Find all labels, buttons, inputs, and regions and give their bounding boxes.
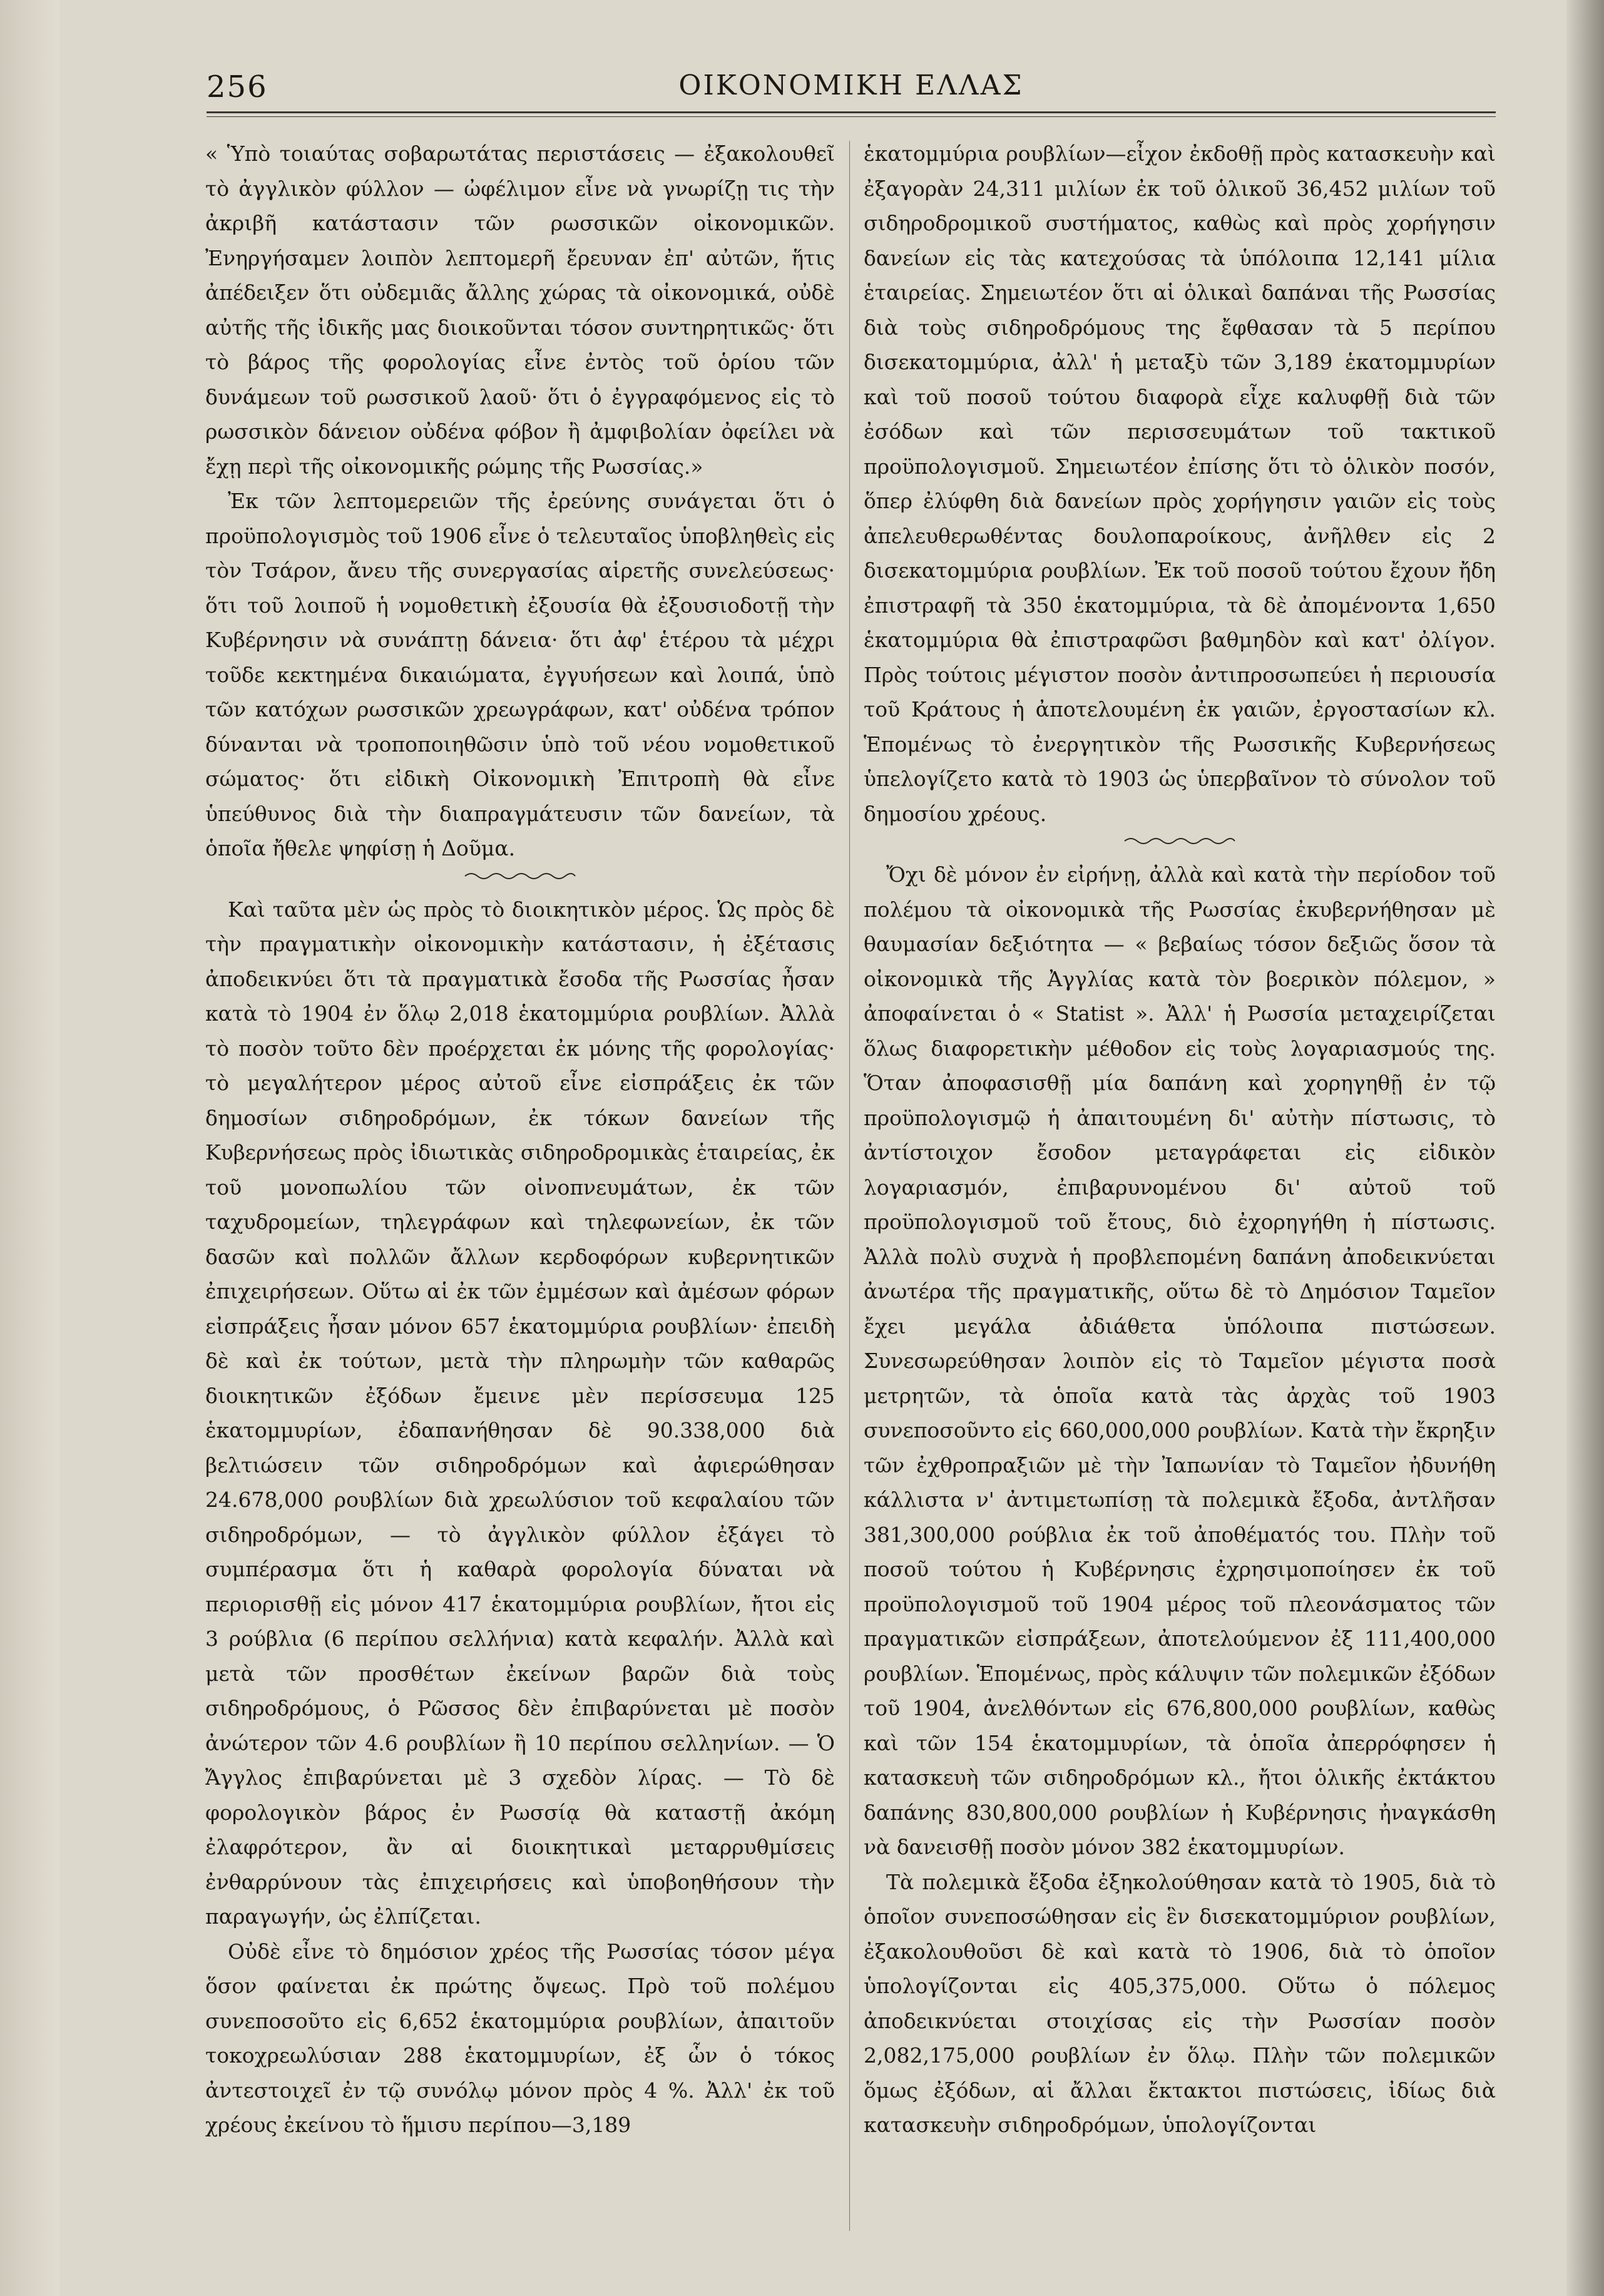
paragraph-railways: ἑκατομμύρια ρουβλίων—εἶχον ἐκδοθῇ πρὸς κατασκευὴν καὶ ἐξαγορὰν 24,311 μιλίων ἐκ τοῦ ὁλικοῦ 36,452 μιλίων τοῦ σιδηροδρομικοῦ συστήματος, καθὼς καὶ πρὸς χορήγησιν δανείων εἰς τὰς κατεχούσας τὰ ὑπόλοιπα 12,141 μίλια ἑταιρείας. Σημειωτέον ὅτι αἱ ὁλικαὶ δαπάναι τῆς Ρωσσίας διὰ τοὺς σιδηροδρόμους της ἔφθασαν τὰ 5 περίπου δισεκατομμύρια, ἀλλ' ἡ μεταξὺ τῶν 3,189 ἑκατομμυρίων καὶ τοῦ ποσοῦ τούτου διαφορὰ εἶχε καλυφθῇ διὰ τῶν ἐσόδων καὶ τῶν περισσευμάτων τοῦ τακτικοῦ προϋπολογισμοῦ. Σημειωτέον ἐπίσης ὅτι τὸ ὁλικὸν ποσόν, ὅπερ ἐλύφθη διὰ δανείων πρὸς χορήγησιν γαιῶν εἰς τοὺς ἀπελευθερωθέντας δουλοπαροίκους, ἀνῆλθεν εἰς 2 δισεκατομμύρια ρουβλίων. Ἐκ τοῦ ποσοῦ τούτου ἔχουν ἤδη ἐπιστραφῆ τὰ 350 ἑκατομμύρια, τὰ δὲ ἀπομένοντα 1,650 ἑκατομμύρια θὰ ἐπιστραφῶσι βαθμηδὸν καὶ κατ' ὀλίγον. Πρὸς τούτοις μέγιστον ποσὸν ἀντιπροσωπεύει ἡ περιουσία τοῦ Κράτους ἡ ἀποτελουμένη ἐκ γαιῶν, ἐργοστασίων κλ. Ἑπομένως τὸ ἐνεργητικὸν τῆς Ρωσσικῆς Κυβερνήσεως ὑπελογίζετο κατὰ τὸ 1903 ὡς ὑπερβαῖνον τὸ σύνολον τοῦ δημοσίου χρέους. xyxy=(864,141,1496,826)
paragraph-war-expenses: Τὰ πολεμικὰ ἔξοδα ἐξηκολούθησαν κατὰ τὸ 1905, διὰ τὸ ὁποῖον συνεποσώθησαν εἰς ἓν δισεκατομμύριον ρουβλίων, ἐξακολουθοῦσι δὲ καὶ κατὰ τὸ 1906, διὰ τὸ ὁποῖον ὑπολογίζονται εἰς 405,375,000. Οὕτω ὁ πόλεμος ἀποδεικνύεται στοιχίσας εἰς τὴν Ρωσσίαν ποσὸν 2,082,175,000 ρουβλίων ἐν ὅλῳ. Πλὴν τῶν πολεμικῶν ὅμως ἐξόδων, αἱ ἄλλαι ἔκτακτοι πιστώσεις, ἰδίως διὰ κατασκευὴν σιδηροδρόμων, ὑπολογίζονται xyxy=(864,1869,1496,2137)
scan-margin-right xyxy=(1566,0,1604,2296)
paragraph-quote: « Ὑπὸ τοιαύτας σοβαρωτάτας περιστάσεις — ἐξακολουθεῖ τὸ ἀγγλικὸν φύλλον — ὠφέλιμον εἶνε νὰ γνωρίζῃ τις τὴν ἀκριβῆ κατάστασιν τῶν ρωσσικῶν οἰκονομικῶν. Ἐνηργήσαμεν λοιπὸν λεπτομερῆ ἔρευναν ἐπ' αὐτῶν, ἥτις ἀπέδειξεν ὅτι οὐδεμιᾶς ἄλλης χώρας τὰ οἰκονομικά, οὐδὲ αὐτῆς τῆς ἰδικῆς μας διοικοῦνται τόσον συντηρητικῶς· ὅτι τὸ βάρος τῆς φορολογίας εἶνε ἐντὸς τοῦ ὁρίου τῶν δυνάμεων τοῦ ρωσσικοῦ λαοῦ· ὅτι ὁ ἐγγραφόμενος εἰς τὸ ρωσσικὸν δάνειον οὐδένα φόβον ἢ ἀμφιβολίαν ὀφείλει νὰ ἔχῃ περὶ τῆς οἰκονομικῆς ρώμης τῆς Ρωσσίας.» xyxy=(205,141,835,479)
paragraph-public-debt: Οὐδὲ εἶνε τὸ δημόσιον χρέος τῆς Ρωσσίας τόσον μέγα ὅσον φαίνεται ἐκ πρώτης ὄψεως. Πρὸ τοῦ πολέμου συνεποσοῦτο εἰς 6,652 ἑκατομμύρια ρουβλίων, ἀπαιτοῦν τοκοχρεωλύσιαν 288 ἑκατομμυρίων, ἐξ ὧν ὁ τόκος ἀντεστοιχεῖ ἐν τῷ συνόλῳ μόνον πρὸς 4 %. Ἀλλ' ἐκ τοῦ χρέους ἐκείνου τὸ ἥμισυ περίπου—3,189 xyxy=(205,1939,835,2137)
right-column xyxy=(864,136,1496,2252)
section-ornament xyxy=(864,831,1496,857)
scan-margin-left xyxy=(0,0,59,2296)
column-divider xyxy=(849,141,850,2231)
section-ornament xyxy=(205,866,835,892)
left-column xyxy=(205,136,835,2252)
paragraph-war-finance: Ὄχι δὲ μόνον ἐν εἰρήνῃ, ἀλλὰ καὶ κατὰ τὴν περίοδον τοῦ πολέμου τὰ οἰκονομικὰ τῆς Ρωσσίας ἐκυβερνήθησαν μὲ θαυμασίαν δεξιότητα — « βεβαίως τόσον δεξιῶς ὅσον τὰ οἰκονομικὰ τῆς Ἀγγλίας κατὰ τὸν βοερικὸν πόλεμον, » ἀποφαίνεται ὁ « Statist ». Ἀλλ' ἡ Ρωσσία μεταχειρίζεται ὅλως διαφορετικὴν μέθοδον εἰς τοὺς λογαριασμούς της. Ὅταν ἀποφασισθῇ μία δαπάνη καὶ χορηγηθῇ ἐν τῷ προϋπολογισμῷ ἡ ἀπαιτουμένη δι' αὐτὴν πίστωσις, τὸ ἀντίστοιχον ἔσοδον μεταγράφεται εἰς εἰδικὸν λογαριασμόν, ἐπιβαρυνομένου δι' αὐτοῦ τοῦ προϋπολογισμοῦ τοῦ ἔτους, διὸ ἐχορηγήθη ἡ πίστωσις. Ἀλλὰ πολὺ συχνὰ ἡ προβλεπομένη δαπάνη ἀποδεικνύεται ἀνωτέρα τῆς πραγματικῆς, οὕτω δὲ τὸ Δημόσιον Ταμεῖον ἔχει μεγάλα ἀδιάθετα ὑπόλοιπα πιστώσεων. Συνεσωρεύθησαν λοιπὸν εἰς τὸ Ταμεῖον μέγιστα ποσὰ μετρητῶν, τὰ ὁποῖα κατὰ τὰς ἀρχὰς τοῦ 1903 συνεποσοῦντο εἰς 660,000,000 ρουβλίων. Κατὰ τὴν ἔκρηξιν τῶν ἐχθροπραξιῶν μὲ τὴν Ἰαπωνίαν τὸ Ταμεῖον ἠδυνήθη κάλλιστα ν' ἀντιμετωπίσῃ τὰ πολεμικὰ ἔξοδα, ἀντλῆσαν 381,300,000 ρούβλια ἐκ τοῦ ἀποθέματός του. Πλὴν τοῦ ποσοῦ τούτου ἡ Κυβέρνησις ἐχρησιμοποίησεν ἐκ τοῦ προϋπολογισμοῦ τοῦ 1904 μέρος τοῦ πλεονάσματος τῶν πραγματικῶν εἰσπράξεων, ἀποτελούμενον ἐξ 111,400,000 ρουβλίων. Ἑπομένως, πρὸς κάλυψιν τῶν πολεμικῶν ἐξόδων τοῦ 1904, ἀνελθόντων εἰς 676,800,000 ρουβλίων, καθὼς καὶ τῶν 154 ἑκατομμυρίων, τὰ ὁποῖα ἀπερρόφησεν ἡ κατασκευὴ τῶν σιδηροδρόμων κλ., ἤτοι ὁλικῆς ἐκτάκτου δαπάνης 830,800,000 ρουβλίων ἡ Κυβέρνησις ἠναγκάσθη νὰ δανεισθῇ ποσὸν μόνον 382 ἑκατομμυρίων. xyxy=(864,862,1496,1859)
header-rule-thin xyxy=(207,116,1496,117)
page-number: 256 xyxy=(207,69,268,105)
paragraph-investigation: Ἐκ τῶν λεπτομερειῶν τῆς ἐρεύνης συνάγεται ὅτι ὁ προϋπολογισμὸς τοῦ 1906 εἶνε ὁ τελευταῖος ὑποβληθεὶς εἰς τὸν Τσάρον, ἄνευ τῆς συνεργασίας αἱρετῆς συνελεύσεως· ὅτι τοῦ λοιποῦ ἡ νομοθετικὴ ἐξουσία θὰ ἐξουσιοδοτῇ τὴν Κυβέρνησιν νὰ συνάπτῃ δάνεια· ὅτι ἀφ' ἑτέρου τὰ μέχρι τοῦδε κεκτημένα δικαιώματα, ἐγγυήσεων καὶ λοιπά, ὑπὸ τῶν κατόχων ρωσσικῶν χρεωγράφων, κατ' οὐδένα τρόπον δύνανται νὰ τροποποιηθῶσιν ὑπὸ τοῦ νέου νομοθετικοῦ σώματος· ὅτι εἰδικὴ Οἰκονομικὴ Ἐπιτροπὴ θὰ εἶνε ὑπεύθυνος διὰ τὴν διαπραγμάτευσιν τῶν δανείων, τὰ ὁποῖα ἤθελε ψηφίσῃ ἡ Δοῦμα. xyxy=(205,489,835,860)
running-title: ΟΙΚΟΝΟΜΙΚΗ ΕΛΛΑΣ xyxy=(678,69,1024,101)
page-header xyxy=(207,66,1496,110)
header-rule xyxy=(207,111,1496,113)
paragraph-actual-state: Καὶ ταῦτα μὲν ὡς πρὸς τὸ διοικητικὸν μέρος. Ὡς πρὸς δὲ τὴν πραγματικὴν οἰκονομικὴν κατάστασιν, ἡ ἐξέτασις ἀποδεικνύει ὅτι τὰ πραγματικὰ ἔσοδα τῆς Ρωσσίας ἦσαν κατὰ τὸ 1904 ἐν ὅλῳ 2,018 ἑκατομμύρια ρουβλίων. Ἀλλὰ τὸ ποσὸν τοῦτο δὲν προέρχεται ἐκ μόνης τῆς φορολογίας· τὸ μεγαλήτερον μέρος αὐτοῦ εἶνε εἰσπράξεις ἐκ τῶν δημοσίων σιδηροδρόμων, ἐκ τόκων δανείων τῆς Κυβερνήσεως πρὸς ἰδιωτικὰς σιδηροδρομικὰς ἑταιρείας, ἐκ τοῦ μονοπωλίου τῶν οἰνοπνευμάτων, ἐκ τῶν ταχυδρομείων, τηλεγράφων καὶ τηλεφωνείων, ἐκ τῶν δασῶν καὶ πολλῶν ἄλλων κερδοφόρων κυβερνητικῶν ἐπιχειρήσεων. Οὕτω αἱ ἐκ τῶν ἐμμέσων καὶ ἀμέσων φόρων εἰσπράξεις ἦσαν μόνον 657 ἑκατομμύρια ρουβλίων· ἐπειδὴ δὲ καὶ ἐκ τούτων, μετὰ τὴν πληρωμὴν τῶν καθαρῶς διοικητικῶν ἐξόδων ἔμεινε μὲν περίσσευμα 125 ἑκατομμυρίων, ἐδαπανήθησαν δὲ 90.338,000 διὰ βελτιώσειν τῶν σιδηροδρόμων καὶ ἀφιερώθησαν 24.678,000 ρουβλίων διὰ χρεωλύσιον τοῦ κεφαλαίου τῶν σιδηροδρόμων, — τὸ ἀγγλικὸν φύλλον ἐξάγει τὸ συμπέρασμα ὅτι ἡ καθαρὰ φορολογία δύναται νὰ περιορισθῇ εἰς μόνον 417 ἑκατομμύρια ρουβλίων, ἤτοι εἰς 3 ρούβλια (6 περίπου σελλήνια) κατὰ κεφαλήν. Ἀλλὰ καὶ μετὰ τῶν προσθέτων ἐκείνων βαρῶν διὰ τοὺς σιδηροδρόμους, ὁ Ρῶσσος δὲν ἐπιβαρύνεται μὲ ποσὸν ἀνώτερον τῶν 4.6 ρουβλίων ἢ 10 περίπου σελληνίων. — Ὁ Ἄγγλος ἐπιβαρύνεται μὲ 3 σχεδὸν λίρας. — Τὸ δὲ φορολογικὸν βάρος ἐν Ρωσσίᾳ θὰ καταστῇ ἀκόμη ἐλαφρότερον, ἂν αἱ διοικητικαὶ μεταρρυθμίσεις ἐνθαρρύνουν τὰς ἐπιχειρήσεις καὶ ὑποβοηθήσουν τὴν παραγωγήν, ὡς ἐλπίζεται. xyxy=(205,897,835,1929)
